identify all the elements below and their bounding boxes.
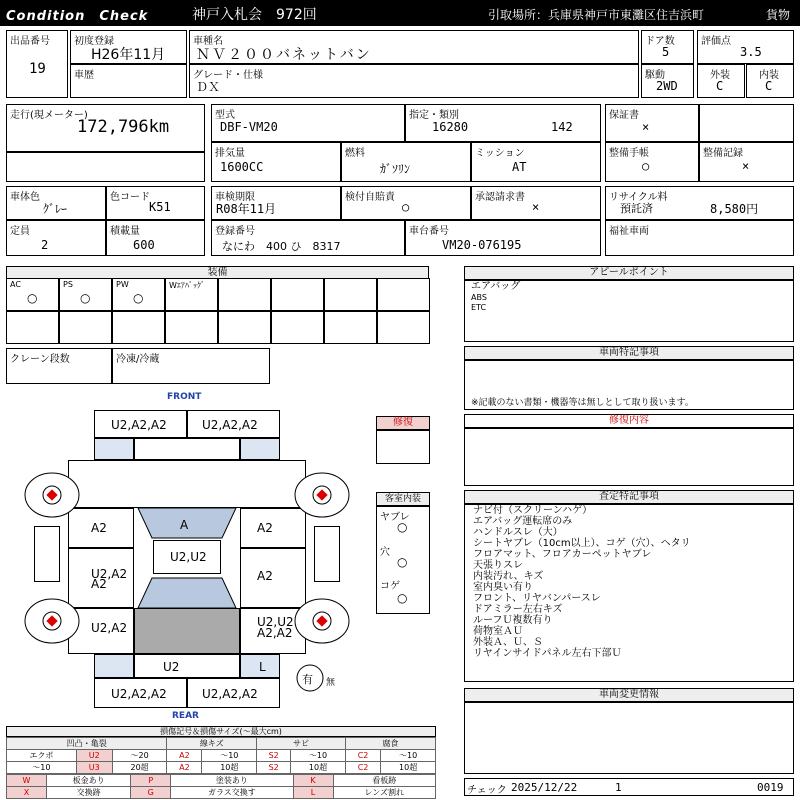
equipment-cell [271,311,324,344]
chassis-box [405,220,601,256]
rear-left-panel [134,654,240,678]
self-ins-label: 検付自賠責 [345,192,395,203]
color-code-label: 色コード [110,192,150,203]
legend-h2: 線キズ [167,738,257,750]
equipment-cell [324,311,377,344]
capacity-label: 定員 [10,226,30,237]
legend-k2-0: X [7,787,47,799]
rear-window [138,578,236,608]
equipment-cell [377,278,430,311]
doors-label: ドア数 [645,36,675,47]
displacement-value: 1600CC [220,160,264,174]
drive-value: 2WD [656,79,678,93]
int-box [746,64,794,98]
interior-tear-value: ○ [397,520,408,534]
records-box [699,142,794,182]
appeal-line-2: ABS [471,293,487,302]
appeal-line-1: エアバッグ [471,281,521,292]
legend-r1-7: C2 [345,750,380,762]
legend-r1-6: 〜10 [291,750,346,762]
equipment-cell [112,311,165,344]
recycle-label: リサイクル料 [609,192,668,203]
welfare-box [605,220,794,256]
interior-tear-label: ヤブレ [380,512,410,523]
rear-corner-right [240,654,280,678]
rear-label: REAR [172,711,199,721]
legend [6,726,436,796]
legend-r1-5: S2 [257,750,291,762]
designation-label: 指定・類別 [409,110,459,121]
notes-line: ルーフＵ複数有り [473,615,553,626]
special-note: ※記載のない書類・機器等は無しとして取り扱います。 [471,398,694,408]
fuel-label: 燃料 [345,148,365,159]
check-number: 1 [615,781,622,794]
legend-r1-3: A2 [167,750,202,762]
auction-name: 神戸入札会 972回 [192,7,317,23]
repair-content-box [464,428,794,486]
legend-k2-3: ガラス交換す [171,787,293,799]
notes-line: 天張りスレ [473,560,523,571]
rear-corner-left [94,654,134,678]
grade-value: ＤＸ [196,80,221,94]
legend-r1-1: U2 [76,750,112,762]
wheel-rear-left-icon [22,596,82,646]
doors-value: 5 [662,45,670,59]
legend-k1-3: 塗装あり [171,775,293,787]
crane-box [6,348,112,384]
notes-box [464,504,794,682]
equipment-cell [6,278,59,311]
check-row [464,778,794,796]
rear-bumper-right-marks: U2,A2,A2 [202,687,258,701]
designation-a: 16280 [432,120,469,134]
front-label: FRONT [167,392,202,402]
designation-box [405,104,601,142]
model-name-label: 車種名 [193,36,223,47]
repair-box [376,430,430,464]
legend-r2-3: A2 [167,762,202,774]
interior-hole-value: ○ [397,555,408,569]
color-code-value: K51 [149,200,171,214]
special-title: 車両特記事項 [464,346,794,360]
doors-box [641,30,694,64]
legend-r1-2: 〜20 [112,750,167,762]
load-box [106,220,205,256]
notes-line: フロント、リヤバンパースレ [473,593,601,604]
roof-marks: U2,U2 [170,550,207,564]
records-value: × [742,159,750,173]
legend-r2-5: S2 [257,762,291,774]
legend-r1-0: エクボ [7,750,77,762]
score-value: 3.5 [740,45,762,59]
equipment-cell [6,311,59,344]
rear-left-marks: U2 [163,660,180,674]
ext-box [697,64,745,98]
ext-value: C [716,79,724,93]
approval-value: × [532,200,540,214]
approval-label: 承認請求書 [475,192,525,203]
left-front-door-marks: U2,A2 [91,567,128,581]
appeal-line-3: ETC [471,303,487,312]
wheel-rear-right-icon [292,596,352,646]
legend-h4: 腐食 [345,738,435,750]
freezer-label: 冷凍/冷蔵 [116,354,160,365]
notes-lines [473,505,691,659]
front-bumper-left [94,410,187,438]
hood-marks: A [180,518,189,532]
legend-r2-2: 20超 [112,762,167,774]
rear-right-marks: L [259,660,266,674]
front-corner-left [94,438,134,460]
equipment-cell [112,278,165,311]
lot-box [6,30,68,98]
model-name-box [189,30,639,64]
mileage-value: 172,796km [77,117,170,137]
notes-line: 外装Ａ、Ｕ、Ｓ [473,637,543,648]
change-title: 車両変更情報 [464,688,794,702]
history-box [70,64,187,98]
rear-bumper-left-marks: U2,A2,A2 [111,687,167,701]
equipment-cell [59,278,112,311]
smoking-yes: 有 [302,673,313,686]
cargo-floor [134,608,240,654]
equipment-label: PS [63,280,73,289]
equipment-cell [218,311,271,344]
legend-r2-8: 10超 [381,762,436,774]
notes-line: ナビ付（スクリーンハゲ） [473,505,593,516]
plate-value: なにわ 400 ひ 8317 [222,240,341,253]
equipment-title: 装備 [6,266,429,280]
warranty-box [605,104,699,142]
color-value: ｸﾞﾚｰ [43,202,68,216]
notes-line: 荷物室ＡＵ [473,626,523,637]
first-reg-value: H26年11月 [91,47,166,63]
capacity-box [6,220,106,256]
equipment-label: Wｴｱﾊﾞｯｸﾞ [169,281,205,290]
equipment-cell [165,311,218,344]
wheel-front-left-icon [22,470,82,520]
inspection-value: R08年11月 [216,202,277,216]
legend-k1-4: K [293,775,333,787]
score-box [697,30,794,64]
front-bumper-right-marks: U2,A2,A2 [202,418,258,432]
load-value: 600 [133,238,155,252]
notes-line: 内装汚れ、キズ [473,571,544,582]
repair-content-title: 修復内容 [464,414,794,428]
mission-box [471,142,601,182]
notes-line: リヤインサイドパネル左右下部Ｕ [473,648,622,659]
inspection-box [211,186,341,220]
displacement-box [211,142,341,182]
front-section [68,460,306,508]
color-label: 車体色 [10,192,40,203]
history-label: 車歴 [74,70,94,81]
rear-bumper-left [94,678,187,708]
left-front-fender-marks: A2 [91,521,107,535]
interior-hole-label: 穴 [380,547,390,558]
notes-line: シートヤブレ（10cm以上）、コゲ（穴）、ヘタリ [473,538,691,549]
notes-line: ドアミラー左右キズ [473,604,563,615]
equipment-cell [377,311,430,344]
mileage-note-box [6,152,205,182]
chassis-value: VM20-076195 [442,238,522,252]
welfare-label: 福祉車両 [609,226,649,237]
blank-box [699,104,794,142]
recycle-amount: 8,580円 [710,202,759,216]
mirror-left [34,526,60,582]
fuel-box [341,142,471,182]
legend-h3: サビ [257,738,346,750]
roof-panel [153,540,221,574]
repair-title: 修復 [376,416,430,430]
vehicle-category: 貨物 [766,8,791,22]
legend-k1-1: 板金あり [47,775,131,787]
interior-burn-label: コゲ [380,581,400,592]
grade-box [189,64,639,98]
front-bumper-right [187,410,280,438]
check-label: チェック [467,785,507,796]
mileage-box [6,104,205,152]
warranty-value: × [642,120,650,134]
drive-label: 駆動 [645,70,665,81]
fuel-value: ｶﾞｿﾘﾝ [380,162,411,176]
legend-k1-5: 看板跡 [333,775,436,787]
designation-b: 142 [551,120,573,134]
legend-r2-1: U3 [76,762,112,774]
capacity-value: 2 [41,238,49,252]
first-reg-label: 初度登録 [74,36,114,47]
left-front-door-marks2: A2 [91,577,107,591]
legend-title: 損傷記号＆損傷サイズ(〜最大cm) [6,726,436,737]
equipment-cell [271,278,324,311]
interior-box [376,506,430,614]
score-label: 評価点 [701,36,731,47]
notes-title: 査定特記事項 [464,490,794,504]
freezer-box [112,348,270,384]
interior-burn-value: ○ [397,591,408,605]
lot-number: 19 [29,61,46,77]
notes-line: フロアマット、フロアカーペットヤブレ [473,549,652,560]
warranty-label: 保証書 [609,110,639,121]
model-code: DBF-VM20 [220,120,278,134]
check-date: 2025/12/22 [511,781,578,794]
manual-box [605,142,699,182]
plate-box [211,220,405,256]
legend-r1-8: 〜10 [381,750,436,762]
smoking-no: 無 [326,678,336,688]
displacement-label: 排気量 [215,148,245,159]
model-name: ＮＶ２００バネットバン [196,47,372,63]
interior-title: 客室内装 [376,492,430,506]
equipment-label: AC [10,280,21,289]
legend-h1: 凹凸・亀裂 [7,738,167,750]
recycle-box [605,186,794,220]
equipment-label: PW [116,280,129,289]
pickup-location: 引取場所：兵庫県神戸市東灘区住吉浜町 [488,8,705,22]
legend-table [6,737,436,774]
legend-k2-1: 交換跡 [47,787,131,799]
legend-r2-4: 10超 [202,762,257,774]
mirror-right [314,526,340,582]
notes-line: ハンドルスレ（大） [473,527,563,538]
legend-k1-0: W [7,775,47,787]
ext-label: 外装 [710,70,730,81]
special-box [464,360,794,410]
front-bumper-left-marks: U2,A2,A2 [111,418,167,432]
front-corner-right [240,438,280,460]
self-ins-box [341,186,471,220]
first-reg-box [70,30,187,64]
color-code-box [106,186,205,220]
self-ins-value: ○ [402,200,410,214]
appeal-box [464,280,794,342]
load-label: 積載量 [110,226,140,237]
equipment-value: ○ [27,291,38,305]
right-rear-door-marks: U2,U2 [257,615,294,629]
records-label: 整備記録 [703,148,743,159]
notes-line: エアバッグ運転席のみ [473,516,573,527]
equipment-cell [324,278,377,311]
legend-r1-4: 〜10 [202,750,257,762]
legend-r2-0: 〜10 [7,762,77,774]
mileage-label: 走行(現メーター) [10,110,88,121]
mission-value: AT [512,160,527,174]
wheel-front-right-icon [292,470,352,520]
drive-box [641,64,694,98]
right-rear-door-marks2: A2,A2 [257,626,293,640]
right-front-door-marks: A2 [257,569,273,583]
notes-line: 室内臭い有り [473,582,533,593]
model-code-label: 型式 [215,110,235,121]
approval-box [471,186,601,220]
inspection-label: 車検期限 [215,192,255,203]
equipment-value: ○ [80,291,91,305]
equipment-cell [59,311,112,344]
legend-k1-2: P [131,775,171,787]
lot-label: 出品番号 [10,36,50,47]
legend-r2-7: C2 [345,762,380,774]
legend-r2-6: 10超 [291,762,346,774]
recycle-status: 預託済 [620,202,653,215]
change-box [464,702,794,774]
mission-label: ミッション [475,148,525,159]
equipment-value: ○ [133,291,144,305]
rear-bumper-right [187,678,280,708]
header-bar [0,0,800,26]
int-value: C [765,79,773,93]
brand-title: Condition Check [6,9,149,24]
equipment-cell [165,278,218,311]
appeal-title: アピールポイント [464,266,794,280]
grade-label: グレード・仕様 [193,70,263,81]
right-front-fender-marks: A2 [257,521,273,535]
crane-label: クレーン段数 [10,354,70,365]
legend-k2-4: L [293,787,333,799]
manual-value: ○ [642,159,650,173]
legend-k2-5: レンズ割れ [333,787,436,799]
legend-k2-2: G [131,787,171,799]
manual-label: 整備手帳 [609,148,649,159]
left-rear-door-marks: U2,A2 [91,621,128,635]
model-code-box [211,104,405,142]
int-label: 内装 [759,70,779,81]
plate-label: 登録番号 [215,226,255,237]
chassis-label: 車台番号 [409,226,449,237]
check-code: 0019 [757,781,784,794]
equipment-cell [218,278,271,311]
legend-key-table [6,774,436,799]
front-grille [134,438,240,460]
color-box [6,186,106,220]
